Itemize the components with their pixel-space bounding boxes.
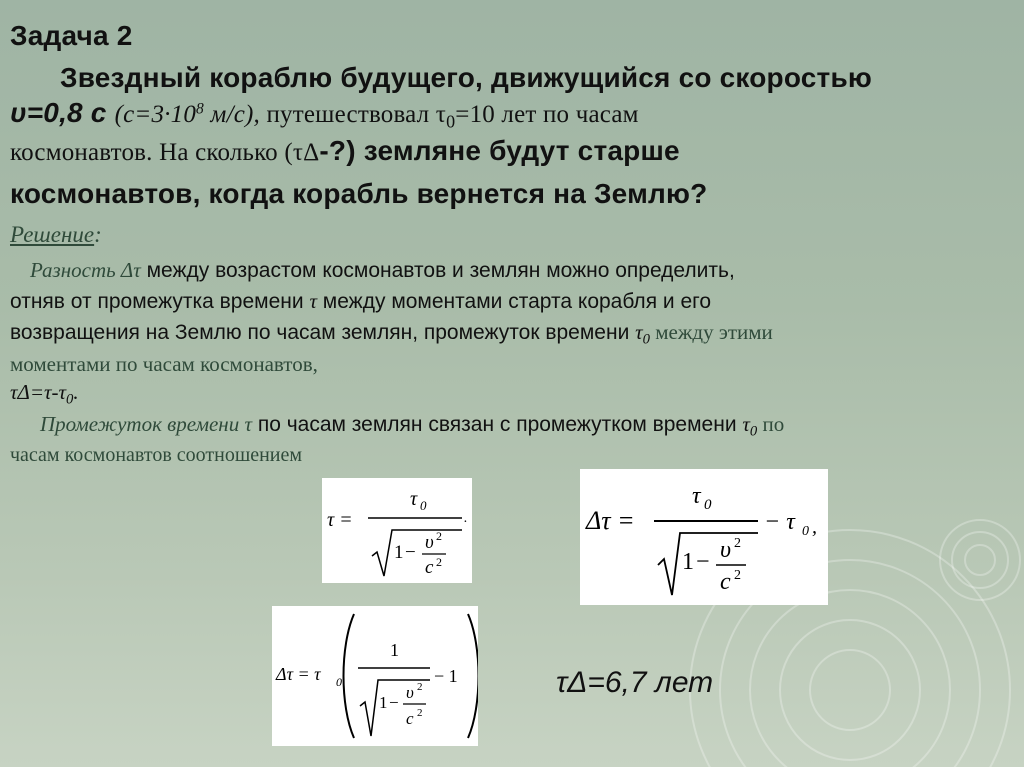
solution-formula-line [10, 380, 79, 408]
formula-tau [322, 478, 472, 583]
f3-v: υ [406, 683, 414, 702]
f3-left-paren [344, 614, 355, 738]
tau0-subscript-2: 0 [642, 331, 651, 348]
f2-v: υ [720, 537, 732, 563]
f1-v: υ [425, 532, 434, 553]
solution-label [10, 222, 102, 248]
f2-tail-end: , [812, 516, 817, 538]
solution-line-1-italic: Разность Δτ [30, 258, 141, 282]
delta-formula-subscript: 0 [66, 391, 74, 408]
f3-right-paren [468, 614, 478, 738]
f3-v-exp: 2 [417, 681, 423, 693]
solution-line-6-end: по [757, 412, 785, 436]
task-title: Задача 2 [10, 20, 133, 51]
answer: τΔ=6,7 лет [556, 666, 714, 699]
f1-minus: − [405, 542, 416, 563]
solution-line-3 [10, 320, 773, 348]
solution-line-6-rest: по часам землян связан с промежутком времени [251, 413, 743, 436]
solution-line-7: часам космонавтов соотношением [10, 444, 303, 466]
f2-lhs: Δτ = [586, 506, 635, 535]
f3-lhs: Δτ = τ [276, 664, 321, 684]
light-speed-exponent: 8 [196, 100, 204, 118]
solution-line-2-a: отняв от промежутка времени [10, 290, 310, 313]
solution-colon: : [94, 222, 102, 247]
speed-value: υ=0,8 с [10, 97, 107, 128]
delta-formula: τΔ=τ-τ [10, 380, 67, 404]
f2-tail-sub: 0 [802, 524, 809, 539]
problem-line-1: Звездный кораблю будущего, движущийся со скоростью [60, 62, 872, 93]
solution-line-1 [30, 258, 735, 283]
problem-travel-end: =10 лет по часам [455, 101, 639, 128]
tau0-subscript: 0 [446, 111, 456, 132]
f2-c-exp: 2 [734, 568, 741, 583]
problem-line-3-part-b: -?) земляне будут старше [319, 135, 680, 166]
formula-delta-tau [580, 469, 828, 605]
f2-minus: − [696, 549, 710, 575]
f3-num: 1 [390, 640, 399, 660]
tau0-symbol: τ [635, 320, 643, 344]
problem-line-4: космонавтов, когда корабль вернется на Землю? [10, 178, 708, 209]
solution-line-3-b: между этими [650, 320, 773, 344]
f1-c: c [425, 557, 434, 578]
delta-formula-period: . [73, 380, 79, 404]
tau-symbol: τ [309, 289, 317, 313]
f2-tail: − τ [764, 509, 795, 535]
f2-v-exp: 2 [734, 536, 741, 551]
solution-line-3-a: возвращения на Землю по часам землян, промежуток времени [10, 321, 636, 344]
f1-num: τ [410, 488, 418, 510]
f1-one: 1 [394, 542, 404, 563]
solution-line-2 [10, 289, 711, 314]
solution-line-2-b: между моментами старта корабля и его [316, 290, 712, 313]
f3-tail: − 1 [434, 666, 458, 686]
tau0-subscript-3: 0 [749, 423, 758, 440]
f3-lhs-sub: 0 [336, 675, 342, 689]
formula-delta-tau-expanded [272, 606, 478, 746]
f2-c: c [720, 569, 731, 595]
solution-label-text: Решение [10, 222, 95, 247]
light-speed-unit: м/с), [203, 101, 261, 128]
problem-line-3-part-a: космонавтов. На сколько (τΔ [10, 139, 320, 166]
light-speed: (с=3·10 [114, 101, 197, 128]
f1-tail: . [464, 511, 468, 526]
solution-line-1-rest: между возрастом космонавтов и землян можно определить, [140, 259, 735, 282]
f3-c-exp: 2 [417, 707, 423, 719]
solution-line-6 [40, 412, 784, 440]
f2-one: 1 [682, 549, 694, 575]
f1-lhs: τ = [327, 509, 353, 531]
f3-one: 1 [379, 693, 388, 712]
solution-line-6-italic: Промежуток времени τ [40, 412, 252, 436]
problem-line-2 [10, 97, 639, 132]
f2-num-sub: 0 [704, 497, 712, 513]
f2-num: τ [692, 483, 701, 509]
f1-c-exp: 2 [436, 555, 442, 569]
tau0-symbol-3: τ [742, 412, 750, 436]
solution-line-4: моментами по часам космонавтов, [10, 352, 318, 376]
f1-sqrt [372, 530, 462, 576]
f3-c: c [406, 709, 414, 728]
f3-minus: − [389, 693, 399, 712]
problem-line-3 [10, 135, 680, 167]
f1-num-sub: 0 [420, 498, 427, 513]
problem-travel: путешествовал τ [260, 101, 447, 128]
f1-v-exp: 2 [436, 529, 442, 543]
